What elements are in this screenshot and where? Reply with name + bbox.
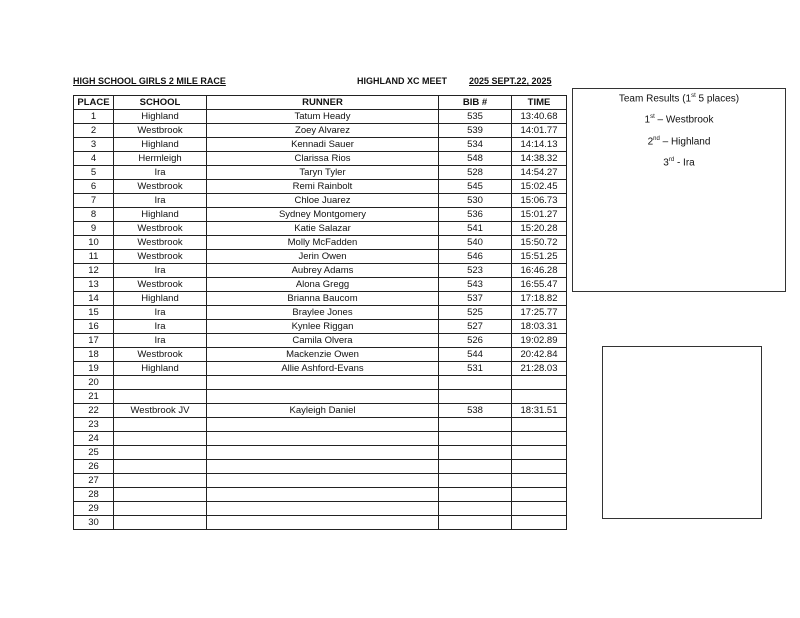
meet-name: HIGHLAND XC MEET — [357, 76, 447, 86]
runner-cell: Tatum Heady — [207, 110, 439, 124]
school-cell: Westbrook — [114, 180, 207, 194]
runner-cell: Alona Gregg — [207, 278, 439, 292]
bib-cell: 536 — [439, 208, 512, 222]
team-results-box — [572, 88, 786, 292]
runner-cell — [207, 446, 439, 460]
place-cell: 29 — [74, 502, 114, 516]
column-header-bib: BIB # — [439, 96, 512, 110]
table-row — [74, 236, 567, 250]
place-cell: 7 — [74, 194, 114, 208]
place-cell: 1 — [74, 110, 114, 124]
table-row — [74, 516, 567, 530]
place-cell: 3 — [74, 138, 114, 152]
time-cell: 14:38.32 — [512, 152, 567, 166]
place-cell: 27 — [74, 474, 114, 488]
school-cell: Ira — [114, 166, 207, 180]
time-cell: 15:06.73 — [512, 194, 567, 208]
bib-cell: 526 — [439, 334, 512, 348]
school-cell: Westbrook — [114, 250, 207, 264]
bib-cell — [439, 390, 512, 404]
runner-cell: Katie Salazar — [207, 222, 439, 236]
place-cell: 18 — [74, 348, 114, 362]
bib-cell: 530 — [439, 194, 512, 208]
column-header-runner: RUNNER — [207, 96, 439, 110]
runner-cell: Allie Ashford-Evans — [207, 362, 439, 376]
time-cell: 17:25.77 — [512, 306, 567, 320]
place-cell: 14 — [74, 292, 114, 306]
bib-cell: 543 — [439, 278, 512, 292]
runner-cell: Clarissa Rios — [207, 152, 439, 166]
bib-cell: 523 — [439, 264, 512, 278]
runner-cell: Jerin Owen — [207, 250, 439, 264]
time-cell: 13:40.68 — [512, 110, 567, 124]
place-cell: 21 — [74, 390, 114, 404]
table-row — [74, 110, 567, 124]
time-cell: 14:54.27 — [512, 166, 567, 180]
time-cell: 15:01.27 — [512, 208, 567, 222]
place-cell: 30 — [74, 516, 114, 530]
bib-cell — [439, 516, 512, 530]
bib-cell: 545 — [439, 180, 512, 194]
runner-cell: Aubrey Adams — [207, 264, 439, 278]
time-cell: 15:02.45 — [512, 180, 567, 194]
bib-cell — [439, 474, 512, 488]
bib-cell: 546 — [439, 250, 512, 264]
table-row — [74, 334, 567, 348]
bib-cell: 540 — [439, 236, 512, 250]
runner-cell: Taryn Tyler — [207, 166, 439, 180]
time-cell — [512, 474, 567, 488]
time-cell — [512, 390, 567, 404]
place-cell: 8 — [74, 208, 114, 222]
table-row — [74, 180, 567, 194]
time-cell: 14:01.77 — [512, 124, 567, 138]
bib-cell — [439, 432, 512, 446]
time-cell — [512, 488, 567, 502]
bib-cell — [439, 418, 512, 432]
table-row — [74, 264, 567, 278]
blank-box — [602, 346, 762, 519]
bib-cell: 535 — [439, 110, 512, 124]
bib-cell — [439, 376, 512, 390]
school-cell — [114, 390, 207, 404]
bib-cell — [439, 488, 512, 502]
bib-cell: 527 — [439, 320, 512, 334]
place-cell: 15 — [74, 306, 114, 320]
school-cell: Ira — [114, 264, 207, 278]
place-cell: 26 — [74, 460, 114, 474]
place-cell: 4 — [74, 152, 114, 166]
results-table — [73, 95, 567, 530]
school-cell: Westbrook — [114, 348, 207, 362]
time-cell: 18:03.31 — [512, 320, 567, 334]
runner-cell — [207, 418, 439, 432]
runner-cell — [207, 432, 439, 446]
place-cell: 6 — [74, 180, 114, 194]
runner-cell — [207, 502, 439, 516]
place-cell: 16 — [74, 320, 114, 334]
place-cell: 25 — [74, 446, 114, 460]
table-row — [74, 306, 567, 320]
place-cell: 17 — [74, 334, 114, 348]
place-cell: 10 — [74, 236, 114, 250]
bib-cell — [439, 502, 512, 516]
column-header-time: TIME — [512, 96, 567, 110]
table-row — [74, 292, 567, 306]
bib-cell: 538 — [439, 404, 512, 418]
bib-cell: 525 — [439, 306, 512, 320]
runner-cell: Kayleigh Daniel — [207, 404, 439, 418]
table-row — [74, 362, 567, 376]
runner-cell — [207, 474, 439, 488]
runner-cell: Braylee Jones — [207, 306, 439, 320]
table-row — [74, 250, 567, 264]
table-row — [74, 502, 567, 516]
table-row — [74, 390, 567, 404]
table-row — [74, 152, 567, 166]
place-cell: 20 — [74, 376, 114, 390]
place-cell: 19 — [74, 362, 114, 376]
time-cell — [512, 446, 567, 460]
bib-cell: 534 — [439, 138, 512, 152]
table-row — [74, 166, 567, 180]
runner-cell — [207, 460, 439, 474]
table-row — [74, 208, 567, 222]
school-cell — [114, 502, 207, 516]
team-results-title: Team Results (1st 5 places) — [618, 93, 740, 105]
table-row — [74, 194, 567, 208]
place-cell: 12 — [74, 264, 114, 278]
place-cell: 9 — [74, 222, 114, 236]
bib-cell: 528 — [439, 166, 512, 180]
time-cell — [512, 516, 567, 530]
column-header-place: PLACE — [74, 96, 114, 110]
school-cell — [114, 460, 207, 474]
runner-cell — [207, 390, 439, 404]
time-cell — [512, 376, 567, 390]
time-cell — [512, 432, 567, 446]
school-cell: Highland — [114, 110, 207, 124]
school-cell — [114, 446, 207, 460]
runner-cell — [207, 516, 439, 530]
time-cell — [512, 460, 567, 474]
runner-cell: Kennadi Sauer — [207, 138, 439, 152]
runner-cell: Molly McFadden — [207, 236, 439, 250]
school-cell: Westbrook JV — [114, 404, 207, 418]
runner-cell — [207, 376, 439, 390]
runner-cell — [207, 488, 439, 502]
time-cell: 15:51.25 — [512, 250, 567, 264]
place-cell: 23 — [74, 418, 114, 432]
place-cell: 24 — [74, 432, 114, 446]
team-place-1: 1st – Westbrook — [644, 114, 714, 126]
meet-date: 2025 SEPT.22, 2025 — [469, 76, 552, 86]
school-cell: Westbrook — [114, 124, 207, 138]
time-cell — [512, 418, 567, 432]
table-row — [74, 376, 567, 390]
table-row — [74, 278, 567, 292]
runner-cell: Remi Rainbolt — [207, 180, 439, 194]
runner-cell: Camila Olvera — [207, 334, 439, 348]
time-cell: 16:55.47 — [512, 278, 567, 292]
school-cell: Westbrook — [114, 278, 207, 292]
school-cell: Highland — [114, 292, 207, 306]
school-cell — [114, 516, 207, 530]
runner-cell: Mackenzie Owen — [207, 348, 439, 362]
bib-cell: 539 — [439, 124, 512, 138]
school-cell — [114, 376, 207, 390]
place-cell: 5 — [74, 166, 114, 180]
school-cell: Ira — [114, 306, 207, 320]
table-row — [74, 418, 567, 432]
time-cell: 18:31.51 — [512, 404, 567, 418]
team-place-2: 2nd – Highland — [647, 135, 711, 147]
school-cell: Highland — [114, 138, 207, 152]
school-cell: Westbrook — [114, 236, 207, 250]
time-cell: 21:28.03 — [512, 362, 567, 376]
time-cell: 15:20.28 — [512, 222, 567, 236]
school-cell: Ira — [114, 194, 207, 208]
place-cell: 22 — [74, 404, 114, 418]
school-cell: Hermleigh — [114, 152, 207, 166]
bib-cell: 541 — [439, 222, 512, 236]
table-row — [74, 320, 567, 334]
school-cell: Highland — [114, 362, 207, 376]
column-header-school: SCHOOL — [114, 96, 207, 110]
time-cell: 20:42.84 — [512, 348, 567, 362]
runner-cell: Zoey Alvarez — [207, 124, 439, 138]
bib-cell: 544 — [439, 348, 512, 362]
place-cell: 28 — [74, 488, 114, 502]
time-cell: 15:50.72 — [512, 236, 567, 250]
place-cell: 13 — [74, 278, 114, 292]
race-title: HIGH SCHOOL GIRLS 2 MILE RACE — [73, 76, 226, 86]
table-row — [74, 138, 567, 152]
table-row — [74, 222, 567, 236]
bib-cell — [439, 446, 512, 460]
runner-cell: Chloe Juarez — [207, 194, 439, 208]
bib-cell — [439, 460, 512, 474]
table-row — [74, 432, 567, 446]
table-row — [74, 404, 567, 418]
bib-cell: 537 — [439, 292, 512, 306]
school-cell — [114, 432, 207, 446]
bib-cell: 548 — [439, 152, 512, 166]
table-row — [74, 348, 567, 362]
table-row — [74, 446, 567, 460]
time-cell: 17:18.82 — [512, 292, 567, 306]
school-cell: Ira — [114, 320, 207, 334]
time-cell — [512, 502, 567, 516]
time-cell: 19:02.89 — [512, 334, 567, 348]
runner-cell: Brianna Baucom — [207, 292, 439, 306]
runner-cell: Kynlee Riggan — [207, 320, 439, 334]
runner-cell: Sydney Montgomery — [207, 208, 439, 222]
place-cell: 2 — [74, 124, 114, 138]
table-row — [74, 460, 567, 474]
school-cell: Ira — [114, 334, 207, 348]
school-cell: Highland — [114, 208, 207, 222]
school-cell: Westbrook — [114, 222, 207, 236]
time-cell: 14:14.13 — [512, 138, 567, 152]
time-cell: 16:46.28 — [512, 264, 567, 278]
team-place-3: 3rd - Ira — [663, 156, 695, 169]
bib-cell: 531 — [439, 362, 512, 376]
school-cell — [114, 474, 207, 488]
table-row — [74, 474, 567, 488]
table-row — [74, 124, 567, 138]
school-cell — [114, 488, 207, 502]
school-cell — [114, 418, 207, 432]
place-cell: 11 — [74, 250, 114, 264]
table-row — [74, 488, 567, 502]
